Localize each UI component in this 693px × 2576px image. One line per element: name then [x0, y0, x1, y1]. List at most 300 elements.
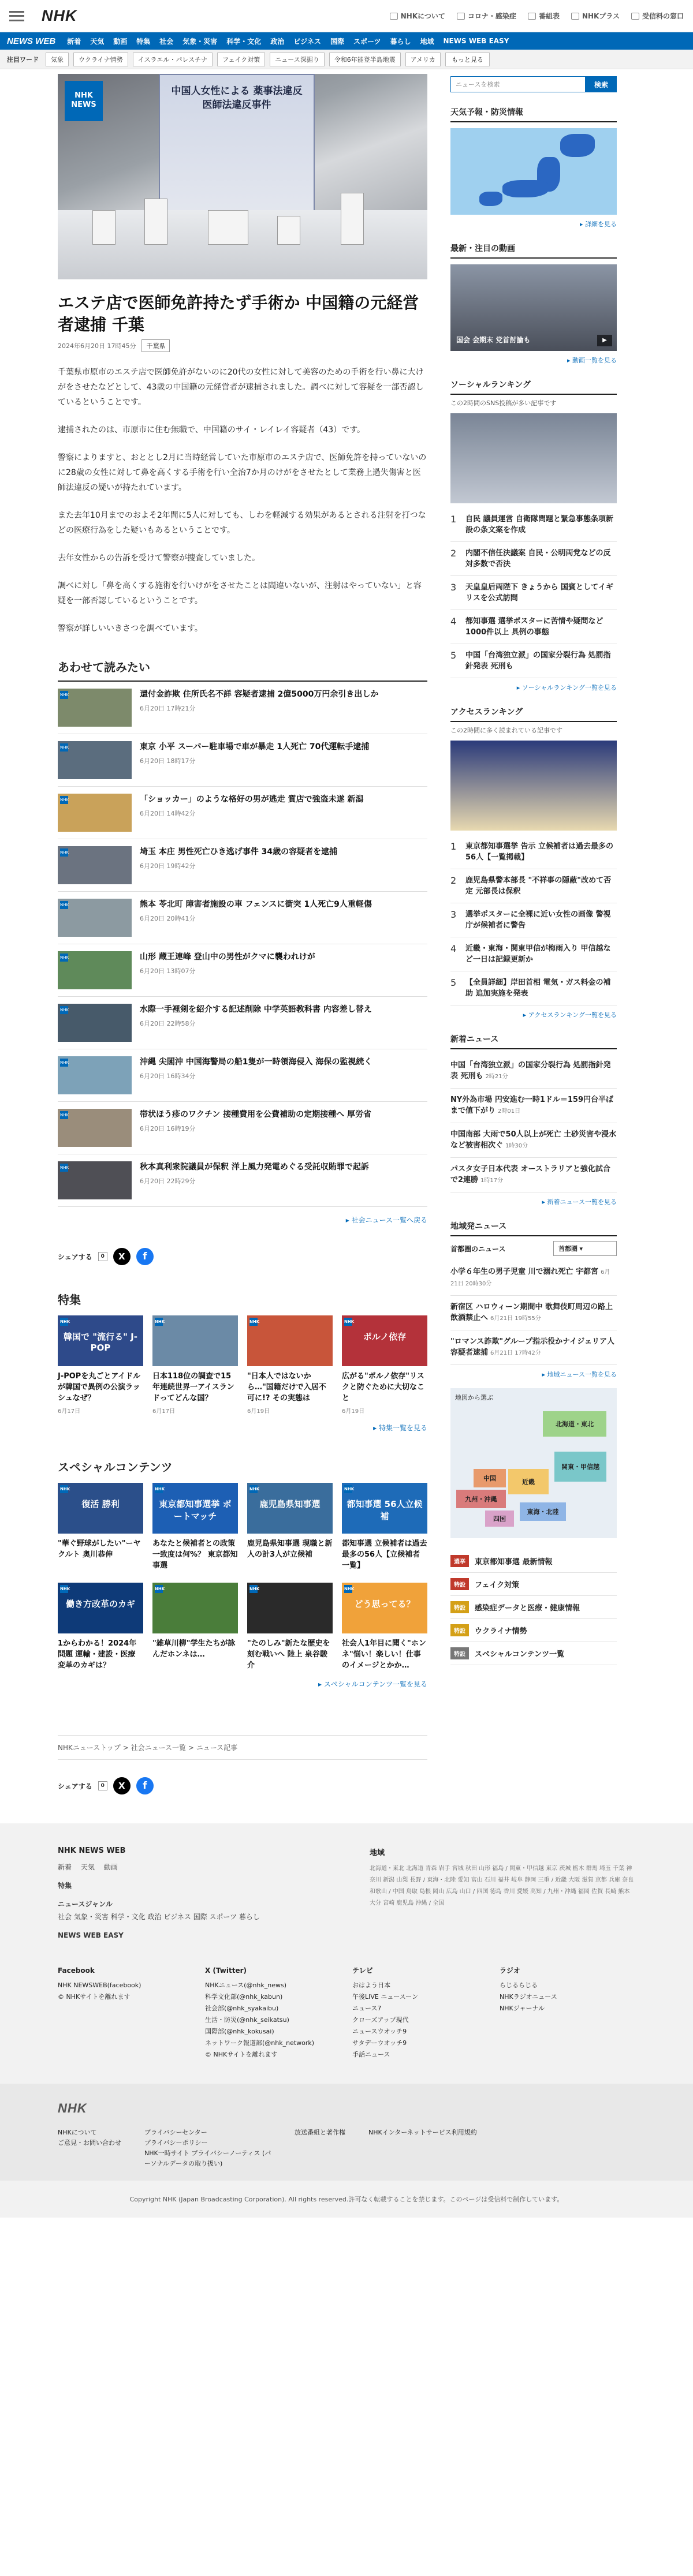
footer-link[interactable]: NHKラジオニュース	[500, 1993, 557, 2001]
region-kanto[interactable]: 関東・甲信越	[554, 1452, 606, 1482]
social-news-back-link[interactable]: ▸ 社会ニュース一覧へ戻る	[58, 1215, 427, 1225]
region-tokai[interactable]: 東海・北陸	[520, 1502, 566, 1521]
specials-card[interactable]	[342, 1583, 427, 1671]
features-grid	[58, 1315, 427, 1415]
footer-link[interactable]: NHKインターネットサービス利用規約	[368, 2129, 477, 2136]
local-news-item[interactable]	[450, 1296, 617, 1330]
article-thumbnail	[58, 951, 132, 989]
footer-link[interactable]: 手話ニュース	[352, 2051, 390, 2058]
access-ranking-image[interactable]	[450, 741, 617, 831]
footer-link[interactable]: NHKについて	[58, 2129, 97, 2136]
nav-item[interactable]: 科学・文化	[226, 37, 262, 46]
article-paragraph: また去年10月までのおよそ2年間に5人に対しても、しわを軽減する効果があるとされる注射を打つなどの医療行為をした疑いもあるということです。	[58, 511, 426, 535]
special-badge: 選挙	[450, 1555, 469, 1567]
trending-tag[interactable]: 令和6年能登半島地震	[329, 53, 401, 66]
related-article[interactable]	[58, 1102, 427, 1154]
specials-heading: スペシャルコンテンツ	[58, 1460, 173, 1474]
social-ranking-more-link[interactable]: ▸ ソーシャルランキング一覧を見る	[450, 683, 617, 692]
footer-link[interactable]: おはよう日本	[352, 1981, 390, 1989]
related-title: 水際一手裡剣を紹介する記述削除 中学英語教科書 内容差し替え	[140, 1005, 372, 1014]
ranking-item[interactable]	[450, 610, 617, 644]
ranking-number: 4	[450, 616, 457, 627]
footer-nhk	[0, 2084, 693, 2181]
trending-more-button[interactable]: もっと見る	[445, 53, 490, 66]
ranking-title: 東京都知事選挙 告示 立候補者は過去最多の56人【一覧掲載】	[465, 842, 614, 862]
footer-link[interactable]: NHK一時サイト プライバシーノーティス (パーソナルデータの取り扱い)	[144, 2149, 271, 2167]
news-time: 2時21分	[485, 1074, 508, 1080]
footer-link[interactable]: プライバシーポリシー	[144, 2139, 208, 2147]
header-link-schedule[interactable]: 番組表	[528, 11, 560, 21]
specials-card[interactable]	[247, 1583, 333, 1671]
card-title: "日本人ではないから…"国籍だけで入居不可に!? その実態は	[247, 1372, 326, 1403]
nav-item[interactable]: NEWS WEB EASY	[443, 37, 509, 45]
news-title: NY外為市場 円安進む一時1ドル＝159円台半ばまで値下がり	[450, 1096, 614, 1115]
special-link[interactable]: 特設 ウクライナ情勢	[450, 1619, 617, 1642]
share-count: 0	[98, 1252, 107, 1261]
related-date: 6月20日 17時21分	[140, 705, 196, 712]
ranking-title: 近畿・東海・関東甲信が梅雨入り 甲信越など一日は記録更新か	[465, 944, 611, 964]
nhk-mark-icon: NHK	[60, 1006, 68, 1014]
footer-sns-heading: テレビ	[352, 1966, 373, 1975]
article-paragraph: 逮捕されたのは、市原市に住む無職で、中国籍のサイ・レイレイ容疑者（43）です。	[58, 425, 366, 435]
sidebar	[450, 74, 617, 1794]
social-ranking-image[interactable]	[450, 413, 617, 503]
card-image	[152, 1315, 238, 1366]
ranking-item[interactable]	[450, 508, 617, 542]
footer-sns-heading: X (Twitter)	[205, 1966, 247, 1975]
footer-link[interactable]: 社会部(@nhk_syakaibu)	[205, 2005, 279, 2012]
news-title: 中国南部 大雨で50人以上が死亡 土砂災害や浸水など被害相次ぐ	[450, 1130, 617, 1150]
ranking-item[interactable]	[450, 971, 617, 1005]
special-link[interactable]: 特設 感染症データと医療・健康情報	[450, 1596, 617, 1619]
card-date: 6月17日	[58, 1408, 81, 1415]
card-title: "雑草川柳"学生たちが詠んだホンネは…	[152, 1639, 236, 1659]
social-ranking-sub: この2時間のSNS投稿が多い記事です	[450, 399, 557, 407]
ranking-title: 【全員詳細】岸田首相 電気・ガス料金の補助 追加実施を発表	[465, 978, 611, 998]
breadcrumb-item[interactable]: NHKニューストップ	[58, 1744, 121, 1752]
menu-icon[interactable]	[9, 11, 24, 21]
related-article[interactable]	[58, 997, 427, 1049]
x-share-icon[interactable]: X	[113, 1248, 131, 1265]
footer-inner	[58, 1846, 635, 2061]
evidence-item	[208, 210, 248, 245]
related-date: 6月20日 18時17分	[140, 757, 196, 765]
nhk-mark-icon: NHK	[249, 1318, 258, 1326]
features-card[interactable]	[58, 1315, 143, 1415]
footer-link[interactable]: サタデーウオッチ9	[352, 2039, 407, 2047]
footer-sns-col	[205, 1965, 341, 2061]
search-input[interactable]	[450, 76, 586, 92]
specials-card[interactable]	[342, 1483, 427, 1571]
ranking-number: 2	[450, 875, 457, 886]
related-text	[140, 951, 315, 989]
card-image-text: 都知事選 56人立候補	[346, 1499, 423, 1521]
special-badge: 特設	[450, 1578, 469, 1590]
footer-link[interactable]: ニュース7	[352, 2005, 382, 2012]
local-news-more-link[interactable]: ▸ 地域ニュース一覧を見る	[450, 1370, 617, 1379]
nav-item[interactable]: 暮らし	[390, 37, 411, 46]
related-title: 秋本真利衆院議員が保釈 洋上風力発電めぐる受託収賄罪で起訴	[140, 1162, 369, 1172]
card-image	[342, 1483, 427, 1534]
footer-link[interactable]: 新着	[58, 1863, 72, 1871]
card-image-text: 東京都知事選挙 ボートマッチ	[159, 1499, 232, 1521]
specials-more-link[interactable]: ▸ スペシャルコンテンツ一覧を見る	[58, 1679, 427, 1689]
nav-item[interactable]: 動画	[113, 37, 128, 46]
card-title: J-POPを丸ごとアイドルが韓国で異例の公演ラッシュなぜ？	[58, 1372, 141, 1403]
article-thumbnail	[58, 1056, 132, 1094]
virus-icon	[457, 13, 465, 20]
footer-link[interactable]: 午後LIVE ニュースーン	[352, 1993, 419, 2001]
article-hero-image	[58, 74, 427, 279]
nhk-mark-icon: NHK	[344, 1485, 352, 1493]
footer-col-news	[58, 1846, 323, 1942]
article-thumbnail	[58, 689, 132, 727]
footer-easy-link[interactable]: NEWS WEB EASY	[58, 1931, 124, 1939]
footer-link[interactable]: ネットワーク報道部(@nhk_network)	[205, 2039, 315, 2047]
related-title: 「ショッカー」のような格好の男が逃走 質店で強盗未遂 新潟	[140, 795, 364, 804]
nav-item[interactable]: 気象・災害	[182, 37, 218, 46]
card-image	[58, 1483, 143, 1534]
related-text	[140, 899, 372, 937]
footer-genre-links[interactable]: 社会 気象・災害 科学・文化 政治 ビジネス 国際 スポーツ 暮らし	[58, 1913, 260, 1921]
special-link[interactable]: 特設 スペシャルコンテンツ一覧	[450, 1642, 617, 1665]
breadcrumb-item[interactable]: > 社会ニュース一覧	[121, 1744, 186, 1752]
footer-link[interactable]: © NHKサイトを離れます	[58, 1993, 131, 2001]
ranking-item[interactable]	[450, 835, 617, 869]
related-text	[140, 689, 378, 727]
ranking-item[interactable]	[450, 576, 617, 610]
nhk-mark-icon: NHK	[60, 848, 68, 857]
nav-item[interactable]: 政治	[270, 37, 285, 46]
footer	[0, 1823, 693, 2218]
specials-card[interactable]	[247, 1483, 333, 1571]
ranking-number: 1	[450, 514, 457, 525]
features-card[interactable]	[152, 1315, 238, 1415]
copyright: Copyright NHK (Japan Broadcasting Corporation). All rights reserved.許可なく転載することを禁じます。このページは受信料で制作しています。	[129, 2196, 564, 2203]
card-title: 1からわかる！2024年問題 運輸・建設・医療 変革のカギは？	[58, 1639, 137, 1670]
related-date: 6月20日 16時34分	[140, 1072, 196, 1080]
footer-link[interactable]: 天気	[80, 1863, 95, 1871]
card-image-text: 復活 勝利	[81, 1499, 120, 1509]
news-time: 2時01日	[498, 1108, 521, 1115]
nhk-mark-icon: NHK	[60, 901, 68, 909]
related-title: 還付金詐欺 住所氏名不詳 容疑者逮捕 2億5000万円余引き出しか	[140, 690, 379, 699]
card-title: 都知事選 立候補者は過去最多の56人【立候補者一覧】	[342, 1539, 427, 1570]
weather-map[interactable]	[450, 128, 617, 215]
related-article[interactable]	[58, 944, 427, 997]
footer-link[interactable]: ニュースウオッチ9	[352, 2028, 407, 2035]
footer-link[interactable]: ご意見・お問い合わせ	[58, 2139, 121, 2147]
x-share-icon[interactable]: X	[113, 1777, 131, 1794]
nav-brand[interactable]: NEWS WEB	[7, 36, 56, 46]
related-text	[140, 1109, 371, 1147]
latest-news-item[interactable]	[450, 1089, 617, 1123]
card-title: 鹿児島県知事選 現職と新人の計3人が立候補	[247, 1539, 333, 1559]
nhk-logo[interactable]: NHK	[42, 7, 77, 24]
ranking-title: 鹿児島県警本部長 "不祥事の隠蔽"改めて否定 元部長は保釈	[465, 876, 612, 896]
latest-news-heading: 新着ニュース	[450, 1033, 617, 1049]
region-chugoku[interactable]: 中国	[474, 1469, 506, 1487]
footer-nhk-logo[interactable]: NHK	[58, 2101, 87, 2115]
footer-news-links	[58, 1861, 323, 1942]
search-box	[450, 76, 617, 92]
footer-sns-col	[500, 1965, 635, 2061]
features-card[interactable]	[247, 1315, 333, 1415]
article-body	[58, 365, 427, 636]
related-article[interactable]	[58, 787, 427, 839]
article-thumbnail	[58, 794, 132, 832]
nav-item[interactable]: スポーツ	[353, 37, 381, 46]
social-ranking-heading: ソーシャルランキング	[450, 379, 617, 395]
latest-news-item[interactable]	[450, 1158, 617, 1192]
nav-item[interactable]: 社会	[159, 37, 174, 46]
ranking-number: 5	[450, 650, 457, 661]
article-date: 2024年6月20日 17時45分	[58, 342, 136, 350]
trending-tag[interactable]: ニュース深掘り	[270, 53, 324, 66]
card-title: 社会人1年目に聞く"ホンネ"悩い！楽しい！仕事のイメージとかか…	[342, 1639, 426, 1670]
share-label: シェアする	[58, 1253, 92, 1261]
footer-link[interactable]: 科学文化部(@nhk_kabun)	[205, 1993, 283, 2001]
ranking-number: 4	[450, 943, 457, 954]
footer-legal-col	[368, 2128, 477, 2169]
nhk-mark-icon: NHK	[249, 1585, 258, 1593]
specials-card[interactable]	[152, 1483, 238, 1571]
related-date: 6月20日 16時19分	[140, 1125, 196, 1132]
video-caption: 国会 会期末 党首討論も	[456, 336, 531, 344]
related-heading: あわせて読みたい	[58, 658, 427, 682]
evidence-item	[277, 216, 300, 245]
top-bar	[0, 0, 693, 32]
related-date: 6月20日 19時42分	[140, 862, 196, 870]
card-image-text: 鹿児島県知事選	[259, 1499, 321, 1509]
ranking-item[interactable]	[450, 869, 617, 903]
card-image-text: どう思ってる？	[354, 1599, 415, 1609]
card-title: あなたと候補者との政策一致度は何%？ 東京都知事選	[152, 1539, 238, 1570]
related-date: 6月20日 20時41分	[140, 915, 196, 922]
related-title: 沖縄 尖閣沖 中国海警局の船1隻が一時領海侵入 海保の監視続く	[140, 1057, 372, 1067]
card-image-text: 韓国で "流行る" J-POP	[64, 1332, 137, 1353]
special-link[interactable]: 選挙 東京都知事選 最新情報	[450, 1550, 617, 1573]
nhk-icon	[390, 13, 398, 20]
nhk-mark-icon: NHK	[60, 1111, 68, 1119]
card-title: 広がる"ポルノ依存"リスクと防ぐために大切なこと	[342, 1372, 425, 1403]
region-shikoku[interactable]: 四国	[485, 1511, 514, 1527]
footer-title[interactable]: NHK NEWS WEB	[58, 1846, 126, 1855]
nav-item[interactable]: 地域	[420, 37, 434, 46]
share-count: 0	[98, 1781, 107, 1790]
related-article[interactable]	[58, 839, 427, 892]
special-link[interactable]: 特設 フェイク対策	[450, 1573, 617, 1596]
related-title: 埼玉 本庄 男性死亡ひき逃げ事件 34歳の容疑者を逮捕	[140, 847, 338, 857]
footer-link[interactable]: クローズアップ現代	[352, 2016, 409, 2024]
ranking-number: 5	[450, 977, 457, 988]
card-date: 6月19日	[342, 1408, 365, 1415]
footer-link[interactable]: 放送番組と著作権	[295, 2129, 345, 2136]
related-date: 6月20日 22時58分	[140, 1020, 196, 1027]
share-label: シェアする	[58, 1782, 92, 1790]
nhk-news-badge: NHK NEWS	[65, 81, 103, 121]
related-list	[58, 682, 427, 1207]
news-time: 6月21日 20時30分	[450, 1269, 610, 1287]
ranking-number: 2	[450, 548, 457, 559]
document-icon	[631, 13, 639, 20]
chevron-down-icon: ▾	[579, 1245, 583, 1253]
trending-bar	[0, 50, 693, 69]
tv-icon	[528, 13, 536, 20]
evidence-item	[92, 210, 116, 245]
header-link-plus[interactable]: NHKプラス	[571, 11, 620, 21]
evidence-item	[341, 193, 364, 245]
news-time: 6月21日 17時42分	[490, 1350, 541, 1356]
nhk-mark-icon: NHK	[60, 954, 68, 962]
footer-link[interactable]: NHKニュース(@nhk_news)	[205, 1981, 287, 1989]
trending-tag[interactable]: 気象	[46, 53, 69, 66]
region-hokkaido-tohoku[interactable]: 北海道・東北	[543, 1411, 606, 1437]
trending-label: 注目ワード	[7, 55, 39, 63]
nav-item[interactable]: 国際	[330, 37, 344, 46]
region-select[interactable]: 首都圏 ▾	[553, 1241, 617, 1256]
footer-link[interactable]: NHKジャーナル	[500, 2005, 545, 2012]
access-ranking-list	[450, 835, 617, 1005]
video-more-link[interactable]: ▸ 動画一覧を見る	[450, 356, 617, 365]
nav-item[interactable]: ビジネス	[293, 37, 321, 46]
search-button[interactable]: 検索	[586, 76, 617, 92]
related-article[interactable]	[58, 892, 427, 944]
nhk-mark-icon: NHK	[60, 1485, 68, 1493]
footer-link[interactable]: 生活・防災(@nhk_seikatsu)	[205, 2016, 289, 2024]
specials-card[interactable]	[58, 1583, 143, 1671]
news-title: 新宿区 ハロウィーン期間中 歌舞伎町周辺の路上飲酒禁止へ	[450, 1303, 613, 1322]
article-region-tag[interactable]: 千葉県	[141, 339, 170, 352]
nav-item[interactable]: 天気	[90, 37, 105, 46]
nhk-mark-icon: NHK	[249, 1485, 258, 1493]
ranking-item[interactable]	[450, 937, 617, 971]
footer-link[interactable]: © NHKサイトを離れます	[205, 2051, 278, 2058]
trending-tag[interactable]: イスラエル・パレスチナ	[133, 53, 213, 66]
nav-item[interactable]: 新着	[67, 37, 81, 46]
region-kinki[interactable]: 近畿	[508, 1469, 549, 1494]
features-card[interactable]	[342, 1315, 427, 1415]
ranking-item[interactable]	[450, 542, 617, 576]
footer-sns-heading: ラジオ	[500, 1966, 521, 1975]
related-article[interactable]	[58, 682, 427, 734]
specials-card[interactable]	[152, 1583, 238, 1671]
article-thumbnail	[58, 741, 132, 779]
play-icon	[571, 13, 579, 20]
trending-tag[interactable]: フェイク対策	[217, 53, 265, 66]
footer-link[interactable]: 特集	[58, 1882, 72, 1890]
related-article[interactable]	[58, 734, 427, 787]
nhk-mark-icon: NHK	[60, 691, 68, 699]
related-title: 熊本 苓北町 障害者施設の車 フェンスに衝突 1人死亡9人重軽傷	[140, 900, 372, 909]
nhk-mark-icon: NHK	[155, 1485, 163, 1493]
footer-sns-col	[58, 1965, 193, 2061]
header-link-about[interactable]: NHKについて	[390, 11, 445, 21]
specials-card[interactable]	[58, 1483, 143, 1571]
card-image	[58, 1583, 143, 1633]
local-news-heading: 地域発ニュース	[450, 1220, 617, 1236]
related-text	[140, 741, 369, 779]
social-ranking-list	[450, 508, 617, 678]
hokkaido-shape	[560, 134, 595, 157]
local-news-item[interactable]	[450, 1330, 617, 1365]
featured-video[interactable]	[450, 264, 617, 351]
article-paragraph: 調べに対し「鼻を高くする施術を行いけがをさせたことは間違いないが、注射はやっていない」と容疑を一部否認しているということです。	[58, 581, 422, 605]
header-link-corona[interactable]: コロナ・感染症	[457, 11, 516, 21]
facebook-share-icon[interactable]: f	[136, 1777, 154, 1794]
footer-region-links[interactable]: 北海道・東北 北海道 青森 岩手 宮城 秋田 山形 福島 / 関東・甲信越 東京 茨城 栃木 群馬 埼玉 千葉 神奈川 新潟 山梨 長野 / 東海・北陸 愛知 富山 石川 福井 岐阜 静岡 三重 / 近畿 大阪 滋賀 京都 兵庫 奈良 和歌山 / 中国 鳥取 島根 岡山 広島 山口 / 四国 徳島 香川 愛媛 高知 / 九州・沖縄 福岡 佐賀 長崎 熊本 大分 宮崎 鹿児島 沖縄 / 全国	[370, 1865, 634, 1906]
features-more-link[interactable]: ▸ 特集一覧を見る	[58, 1423, 427, 1433]
article-paragraph: 去年女性からの告訴を受けて警察が捜査していました。	[58, 554, 260, 563]
region-kyushu[interactable]: 九州・沖縄	[456, 1490, 506, 1508]
related-article[interactable]	[58, 1049, 427, 1102]
card-image	[152, 1583, 238, 1633]
article-thumbnail	[58, 846, 132, 884]
footer-link[interactable]: NHK NEWSWEB(facebook)	[58, 1981, 141, 1989]
nhk-mark-icon: NHK	[60, 1318, 68, 1326]
footer-legal-col	[144, 2128, 271, 2169]
special-badge: 特設	[450, 1624, 469, 1636]
footer-region-title: 地域	[370, 1849, 385, 1857]
weather-heading: 天気予報・防災情報	[450, 106, 617, 122]
related-date: 6月20日 13時07分	[140, 967, 196, 975]
card-image	[342, 1315, 427, 1366]
related-article[interactable]	[58, 1154, 427, 1207]
local-region-row	[450, 1241, 617, 1256]
related-text	[140, 846, 337, 884]
latest-news-more-link[interactable]: ▸ 新着ニュース一覧を見る	[450, 1197, 617, 1206]
news-time: 1時17分	[480, 1177, 504, 1184]
footer-link[interactable]: 国際部(@nhk_kokusai)	[205, 2028, 274, 2035]
region-map	[450, 1388, 617, 1538]
ranking-number: 3	[450, 582, 457, 593]
news-title: 小学６年生の男子児童 川で溺れ死亡 宇都宮	[450, 1268, 599, 1276]
footer-link[interactable]: 動画	[103, 1863, 118, 1871]
local-news-item[interactable]	[450, 1261, 617, 1296]
features-heading: 特集	[58, 1293, 81, 1307]
related-date: 6月20日 22時29分	[140, 1177, 196, 1185]
header-link-fee[interactable]: 受信料の窓口	[631, 11, 684, 21]
nav-item[interactable]: 特集	[136, 37, 151, 46]
article-title: エステ店で医師免許持たず手術か 中国籍の元経営者逮捕 千葉	[58, 293, 419, 334]
card-image-text: ポルノ依存	[363, 1332, 407, 1342]
related-text	[140, 1056, 372, 1094]
related-title: 帯状ほう疹のワクチン 接種費用を公費補助の定期接種へ 厚労省	[140, 1110, 372, 1119]
latest-news-list	[450, 1054, 617, 1192]
article-paragraph: 警察によりますと、おととし2月に当時経営していた市原市のエステ店で、医師免許を持っていないのに28歳の女性に対して鼻を高くする手術を行い全治7か月のけがをさせたとして業務上過失傷害と医師法違反の疑いが持たれています。	[58, 453, 427, 492]
footer-link[interactable]: らじるらじる	[500, 1981, 538, 1989]
ranking-item[interactable]	[450, 903, 617, 937]
trending-tag[interactable]: ウクライナ情勢	[73, 53, 128, 66]
weather-more-link[interactable]: ▸ 詳細を見る	[450, 219, 617, 229]
local-region-label: 首都圏のニュース	[450, 1244, 506, 1253]
breadcrumb-item: > ニュース記事	[186, 1744, 237, 1752]
access-ranking-more-link[interactable]: ▸ アクセスランキング一覧を見る	[450, 1010, 617, 1019]
trending-tag[interactable]: アメリカ	[405, 53, 441, 66]
access-ranking-sub: この2時間に多く読まれている記事です	[450, 727, 562, 734]
kyushu-shape	[479, 192, 502, 206]
latest-news-item[interactable]	[450, 1054, 617, 1089]
card-image	[342, 1583, 427, 1633]
latest-news-item[interactable]	[450, 1123, 617, 1158]
facebook-share-icon[interactable]: f	[136, 1248, 154, 1265]
nhk-mark-icon: NHK	[344, 1585, 352, 1593]
news-title: 中国「台湾独立派」の国家分裂行為 処罰指針発表 死刑も	[450, 1061, 611, 1081]
footer-link[interactable]: ブライバシーセンター	[144, 2129, 207, 2136]
ranking-item[interactable]	[450, 644, 617, 678]
related-text	[140, 1004, 372, 1042]
footer-legal-col	[58, 2128, 121, 2169]
